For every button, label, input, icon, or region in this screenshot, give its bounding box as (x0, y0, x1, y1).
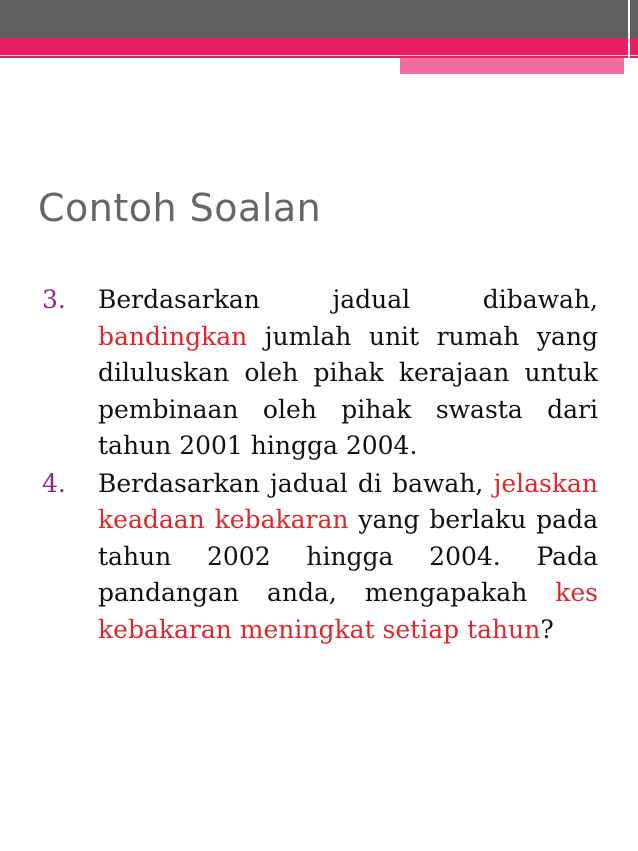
question-keyword: jelaskan keadaan kebakaran (98, 468, 598, 534)
question-text (98, 466, 598, 649)
question-item-3 (42, 282, 598, 465)
header-accent-tab (400, 58, 624, 74)
question-text-segment: Berdasarkan jadual di bawah, (98, 468, 494, 498)
header-bar-gray (0, 0, 638, 38)
question-number: 4. (42, 468, 66, 498)
question-keyword: kes kebakaran meningkat setiap tahun (98, 578, 598, 644)
question-number: 3. (42, 285, 66, 314)
question-item-4 (42, 466, 598, 649)
question-text-segment: yang berlaku pada tahun 2002 hingga 2004. Pada pandangan anda, mengapakah (98, 505, 598, 607)
question-text-segment: Berdasarkan jadual dibawah, (98, 285, 598, 314)
header-divider-line (0, 55, 638, 56)
slide-title: Contoh Soalan (38, 186, 322, 230)
question-keyword: bandingkan (98, 321, 248, 351)
question-text-segment: jumlah unit rumah yang diluluskan oleh pihak kerajaan untuk pembinaan oleh pihak swasta dari tahun 2001 hingga 2004. (98, 321, 598, 460)
header-corner-divider (628, 0, 630, 74)
question-text (98, 282, 598, 465)
question-list (42, 282, 598, 649)
question-text-segment: ? (540, 614, 554, 644)
